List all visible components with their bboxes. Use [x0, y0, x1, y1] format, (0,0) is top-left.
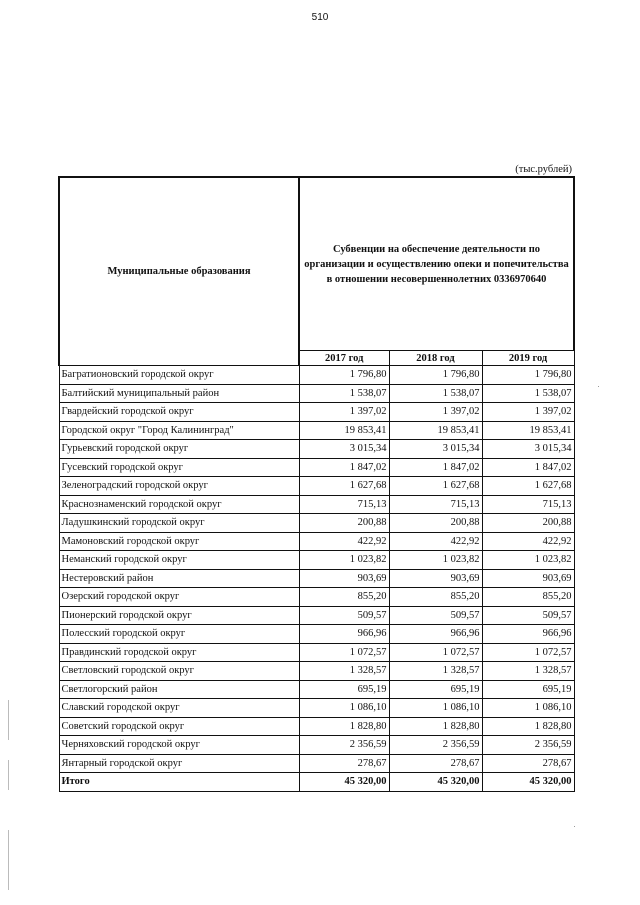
value-2019: 1 538,07: [482, 384, 574, 403]
value-2017: 278,67: [299, 754, 389, 773]
table-row: [59, 421, 574, 440]
value-2019: 1 072,57: [482, 643, 574, 662]
municipality-name: Янтарный городской округ: [59, 754, 299, 773]
value-2018: 1 328,57: [389, 662, 482, 681]
table-row: [59, 736, 574, 755]
municipality-name: Мамоновский городской округ: [59, 532, 299, 551]
value-2018: 1 796,80: [389, 366, 482, 385]
margin-mark: [8, 760, 9, 790]
year-header-2018: 2018 год: [389, 351, 482, 366]
table-row: [59, 495, 574, 514]
municipality-name: Черняховский городской округ: [59, 736, 299, 755]
table-row: [59, 625, 574, 644]
value-2017: 509,57: [299, 606, 389, 625]
municipality-name: Багратионовский городской округ: [59, 366, 299, 385]
table-row: [59, 384, 574, 403]
margin-mark: [8, 700, 9, 740]
value-2019: 1 796,80: [482, 366, 574, 385]
table-row: [59, 551, 574, 570]
value-2017: 855,20: [299, 588, 389, 607]
column-header-municipality: Муниципальные образования: [59, 177, 299, 366]
value-2018: 2 356,59: [389, 736, 482, 755]
value-2018: 278,67: [389, 754, 482, 773]
table-row: [59, 662, 574, 681]
column-header-subvention: Субвенции на обеспечение деятельности по организации и осуществлению опеки и попечительства в отношении несовершеннолетних 0336970640: [299, 177, 574, 351]
value-2019: 903,69: [482, 569, 574, 588]
municipality-name: Гурьевский городской округ: [59, 440, 299, 459]
value-2019: 1 086,10: [482, 699, 574, 718]
value-2019: 1 828,80: [482, 717, 574, 736]
municipality-name: Светлогорский район: [59, 680, 299, 699]
value-2019: 1 397,02: [482, 403, 574, 422]
value-2017: 1 072,57: [299, 643, 389, 662]
value-2018: 200,88: [389, 514, 482, 533]
value-2017: 1 847,02: [299, 458, 389, 477]
total-2018: 45 320,00: [389, 773, 482, 792]
value-2017: 200,88: [299, 514, 389, 533]
table-row: [59, 514, 574, 533]
page-number: 510: [311, 12, 329, 23]
value-2018: 1 397,02: [389, 403, 482, 422]
value-2017: 1 397,02: [299, 403, 389, 422]
table-row: [59, 699, 574, 718]
table-row: [59, 532, 574, 551]
value-2017: 422,92: [299, 532, 389, 551]
value-2018: 715,13: [389, 495, 482, 514]
table-row: [59, 643, 574, 662]
municipality-name: Балтийский муниципальный район: [59, 384, 299, 403]
value-2019: 695,19: [482, 680, 574, 699]
municipality-name: Ладушкинский городской округ: [59, 514, 299, 533]
municipality-name: Славский городской округ: [59, 699, 299, 718]
table-row: [59, 606, 574, 625]
value-2018: 695,19: [389, 680, 482, 699]
value-2018: 1 023,82: [389, 551, 482, 570]
table-row: [59, 680, 574, 699]
value-2017: 2 356,59: [299, 736, 389, 755]
value-2019: 1 627,68: [482, 477, 574, 496]
year-header-2019: 2019 год: [482, 351, 574, 366]
value-2018: 1 538,07: [389, 384, 482, 403]
municipality-name: Пионерский городской округ: [59, 606, 299, 625]
municipality-name: Нестеровский район: [59, 569, 299, 588]
value-2019: 509,57: [482, 606, 574, 625]
value-2018: 966,96: [389, 625, 482, 644]
value-2018: 1 627,68: [389, 477, 482, 496]
value-2017: 715,13: [299, 495, 389, 514]
value-2019: 422,92: [482, 532, 574, 551]
value-2017: 19 853,41: [299, 421, 389, 440]
value-2017: 1 796,80: [299, 366, 389, 385]
value-2019: 2 356,59: [482, 736, 574, 755]
year-header-2017: 2017 год: [299, 351, 389, 366]
value-2019: 19 853,41: [482, 421, 574, 440]
municipality-name: Озерский городской округ: [59, 588, 299, 607]
value-2017: 1 086,10: [299, 699, 389, 718]
value-2018: 1 828,80: [389, 717, 482, 736]
scan-dot: [574, 826, 575, 827]
margin-mark: [8, 830, 9, 890]
municipality-name: Краснознаменский городской округ: [59, 495, 299, 514]
value-2017: 903,69: [299, 569, 389, 588]
value-2018: 855,20: [389, 588, 482, 607]
value-2018: 1 847,02: [389, 458, 482, 477]
subvention-table: [58, 176, 575, 792]
municipality-name: Городской округ "Город Калининград": [59, 421, 299, 440]
value-2017: 1 538,07: [299, 384, 389, 403]
unit-note: (тыс.рублей): [515, 164, 572, 175]
scan-dot: [598, 386, 599, 387]
value-2017: 1 627,68: [299, 477, 389, 496]
value-2017: 1 023,82: [299, 551, 389, 570]
municipality-name: Правдинский городской округ: [59, 643, 299, 662]
value-2018: 1 072,57: [389, 643, 482, 662]
table-body: [59, 366, 574, 792]
municipality-name: Зеленоградский городской округ: [59, 477, 299, 496]
value-2017: 1 828,80: [299, 717, 389, 736]
value-2018: 1 086,10: [389, 699, 482, 718]
value-2018: 903,69: [389, 569, 482, 588]
table-row: [59, 754, 574, 773]
value-2017: 3 015,34: [299, 440, 389, 459]
total-2017: 45 320,00: [299, 773, 389, 792]
table-row: [59, 477, 574, 496]
value-2018: 509,57: [389, 606, 482, 625]
value-2019: 278,67: [482, 754, 574, 773]
total-label: Итого: [59, 773, 299, 792]
value-2019: 855,20: [482, 588, 574, 607]
table-row: [59, 717, 574, 736]
value-2018: 19 853,41: [389, 421, 482, 440]
table-row: [59, 366, 574, 385]
value-2019: 966,96: [482, 625, 574, 644]
value-2019: 1 328,57: [482, 662, 574, 681]
table-row: [59, 458, 574, 477]
value-2018: 3 015,34: [389, 440, 482, 459]
value-2018: 422,92: [389, 532, 482, 551]
value-2019: 3 015,34: [482, 440, 574, 459]
value-2019: 1 847,02: [482, 458, 574, 477]
table-row: [59, 569, 574, 588]
value-2017: 695,19: [299, 680, 389, 699]
value-2017: 1 328,57: [299, 662, 389, 681]
total-2019: 45 320,00: [482, 773, 574, 792]
value-2019: 1 023,82: [482, 551, 574, 570]
municipality-name: Неманский городской округ: [59, 551, 299, 570]
municipality-name: Гусевский городской округ: [59, 458, 299, 477]
value-2019: 715,13: [482, 495, 574, 514]
municipality-name: Светловский городской округ: [59, 662, 299, 681]
municipality-name: Советский городской округ: [59, 717, 299, 736]
table-row: [59, 588, 574, 607]
value-2019: 200,88: [482, 514, 574, 533]
total-row: [59, 773, 574, 792]
table-row: [59, 440, 574, 459]
value-2017: 966,96: [299, 625, 389, 644]
table-row: [59, 403, 574, 422]
municipality-name: Полесский городской округ: [59, 625, 299, 644]
municipality-name: Гвардейский городской округ: [59, 403, 299, 422]
